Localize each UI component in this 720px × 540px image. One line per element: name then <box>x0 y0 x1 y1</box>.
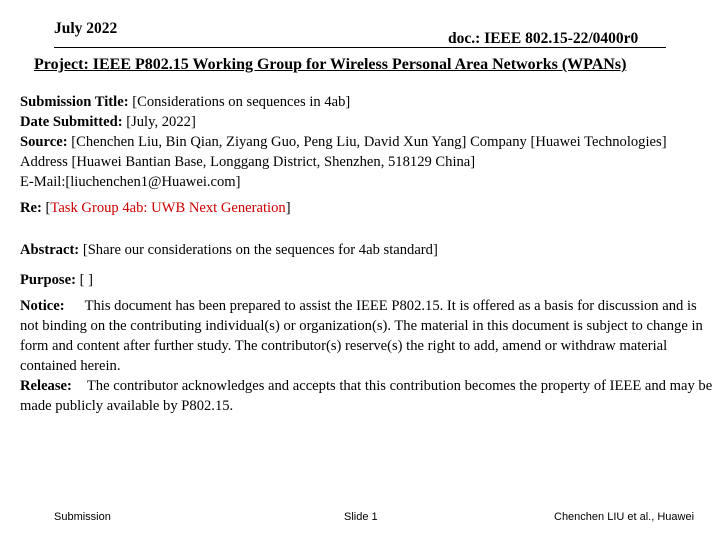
date-submitted-label: Date Submitted: <box>20 114 123 130</box>
footer-submission: Submission <box>54 511 111 523</box>
abstract-value: [Share our considerations on the sequences for 4ab standard] <box>82 242 438 258</box>
date-submitted-value: [July, 2022] <box>126 114 196 130</box>
date-submitted-line <box>20 112 715 132</box>
notice-paragraph <box>20 296 715 376</box>
address-line: Address [Huawei Bantian Base, Longgang District, Shenzhen, 518129 China] <box>20 154 476 170</box>
release-paragraph <box>20 376 715 416</box>
submission-title-value: [Considerations on sequences in 4ab] <box>132 94 351 110</box>
source-label: Source: <box>20 134 68 150</box>
notice-value: This document has been prepared to assist the IEEE P802.15. It is offered as a basis for discussion and is not binding on the contributing individual(s) or organization(s). The material in this document is subject to change in form and content after further study. The contributor(s) reserve(s) the right to add, amend or withdraw material contained herein. <box>20 298 703 374</box>
footer-author: Chenchen LIU et al., Huawei <box>554 511 695 523</box>
re-open-bracket: [ <box>45 200 51 216</box>
submission-title-line <box>20 92 715 112</box>
release-value: The contributor acknowledges and accepts that this contribution becomes the property of IEEE and may be made publicly available by P802.15. <box>20 378 713 414</box>
footer-slide-number: Slide 1 <box>344 511 378 523</box>
notice-label: Notice: <box>20 298 65 314</box>
abstract-label: Abstract: <box>20 242 80 258</box>
purpose-label: Purpose: <box>20 272 76 288</box>
email-line: E-Mail:[liuchenchen1@Huawei.com] <box>20 174 241 190</box>
release-label: Release: <box>20 378 72 394</box>
purpose-line <box>20 270 715 290</box>
re-label: Re: <box>20 200 42 216</box>
header-divider <box>54 47 666 48</box>
re-close-bracket: ] <box>285 200 291 216</box>
source-line <box>20 132 715 152</box>
re-value: Task Group 4ab: UWB Next Generation <box>50 200 286 216</box>
document-body <box>20 92 715 416</box>
header-date: July 2022 <box>54 20 118 37</box>
source-value: [Chenchen Liu, Bin Qian, Ziyang Guo, Peng Liu, David Xun Yang] Company [Huawei Technologies] <box>71 134 667 150</box>
re-line <box>20 198 715 218</box>
submission-title-label: Submission Title: <box>20 94 129 110</box>
project-title: Project: IEEE P802.15 Working Group for Wireless Personal Area Networks (WPANs) <box>34 56 627 73</box>
abstract-line <box>20 240 715 260</box>
document-id: doc.: IEEE 802.15-22/0400r0 <box>448 30 639 47</box>
purpose-value: [ ] <box>79 272 93 288</box>
